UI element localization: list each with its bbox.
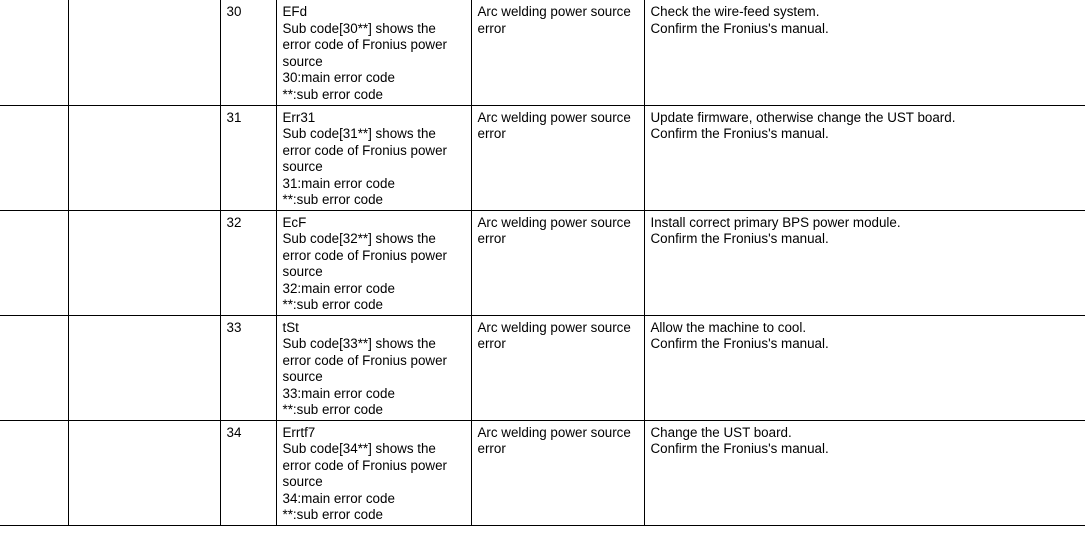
table-row (0, 0, 1085, 105)
error-code: EFd (282, 4, 308, 19)
description-line: 31:main error code (282, 175, 395, 191)
error-type-line: Arc welding power source (477, 424, 631, 440)
solution-cell (644, 315, 1085, 420)
error-detail-cell (276, 105, 471, 210)
solution-line: Confirm the Fronius's manual. (650, 441, 829, 457)
error-code: Err31 (282, 109, 316, 125)
description-line: **:sub error code (282, 507, 383, 523)
description-line: source (282, 264, 323, 280)
error-detail-cell (276, 0, 471, 105)
description-line: **:sub error code (282, 297, 383, 313)
description-line: 30:main error code (282, 70, 395, 86)
error-number-cell (220, 210, 276, 315)
description-line: error code of Fronius power (282, 352, 447, 368)
error-number: 31 (226, 109, 242, 125)
description-line: Sub code[33**] shows the (282, 336, 436, 352)
description-line: 33:main error code (282, 385, 395, 401)
error-type-cell (471, 0, 644, 105)
description-line: Sub code[32**] shows the (282, 231, 436, 247)
error-detail-cell (276, 315, 471, 420)
description-line: Sub code[34**] shows the (282, 441, 436, 457)
blank-cell (0, 0, 68, 105)
blank-cell (0, 105, 68, 210)
solution-line: Confirm the Fronius's manual. (650, 126, 829, 142)
description-line: source (282, 474, 323, 490)
description-line: **:sub error code (282, 86, 383, 102)
solution-line: Change the UST board. (650, 424, 792, 440)
error-type-line: Arc welding power source (477, 319, 631, 335)
blank-cell (68, 210, 220, 315)
blank-cell (0, 420, 68, 525)
description-line: error code of Fronius power (282, 142, 447, 158)
error-code: Errtf7 (282, 424, 316, 440)
solution-line: Confirm the Fronius's manual. (650, 336, 829, 352)
description-line: source (282, 53, 323, 69)
solution-line: Install correct primary BPS power module. (650, 214, 901, 230)
error-code: tSt (282, 319, 299, 335)
description-line: 34:main error code (282, 490, 395, 506)
blank-cell (0, 315, 68, 420)
blank-cell (68, 0, 220, 105)
blank-cell (0, 210, 68, 315)
description-line: error code of Fronius power (282, 37, 447, 53)
solution-cell (644, 0, 1085, 105)
error-type-line: Arc welding power source (477, 214, 631, 230)
error-number-cell (220, 0, 276, 105)
error-detail-cell (276, 210, 471, 315)
error-type-line: error (477, 336, 506, 352)
blank-cell (68, 420, 220, 525)
description-line: 32:main error code (282, 280, 395, 296)
solution-line: Update firmware, otherwise change the UST board. (650, 109, 956, 125)
solution-line: Confirm the Fronius's manual. (650, 20, 829, 36)
description-line: error code of Fronius power (282, 457, 447, 473)
solution-cell (644, 105, 1085, 210)
error-number: 32 (226, 214, 242, 230)
error-type-line: error (477, 441, 506, 457)
error-type-line: error (477, 126, 506, 142)
table-row (0, 315, 1085, 420)
blank-cell (68, 105, 220, 210)
description-line: **:sub error code (282, 402, 383, 418)
table-row (0, 420, 1085, 525)
solution-line: Check the wire-feed system. (650, 4, 820, 19)
table-row (0, 105, 1085, 210)
error-detail-cell (276, 420, 471, 525)
description-line: Sub code[31**] shows the (282, 126, 436, 142)
error-type-line: Arc welding power source (477, 109, 631, 125)
solution-line: Confirm the Fronius's manual. (650, 231, 829, 247)
blank-cell (68, 315, 220, 420)
error-number: 34 (226, 424, 242, 440)
error-type-cell (471, 420, 644, 525)
solution-line: Allow the machine to cool. (650, 319, 807, 335)
error-type-line: error (477, 231, 506, 247)
error-number: 33 (226, 319, 242, 335)
error-type-cell (471, 315, 644, 420)
table-row (0, 210, 1085, 315)
description-line: **:sub error code (282, 192, 383, 208)
description-line: source (282, 369, 323, 385)
solution-cell (644, 210, 1085, 315)
error-number-cell (220, 420, 276, 525)
error-number-cell (220, 105, 276, 210)
description-line: error code of Fronius power (282, 247, 447, 263)
error-type-line: Arc welding power source (477, 4, 631, 19)
error-type-cell (471, 105, 644, 210)
error-type-cell (471, 210, 644, 315)
error-type-line: error (477, 20, 506, 36)
error-code: EcF (282, 214, 307, 230)
error-number-cell (220, 315, 276, 420)
description-line: source (282, 159, 323, 175)
description-line: Sub code[30**] shows the (282, 20, 436, 36)
solution-cell (644, 420, 1085, 525)
error-number: 30 (226, 4, 242, 19)
